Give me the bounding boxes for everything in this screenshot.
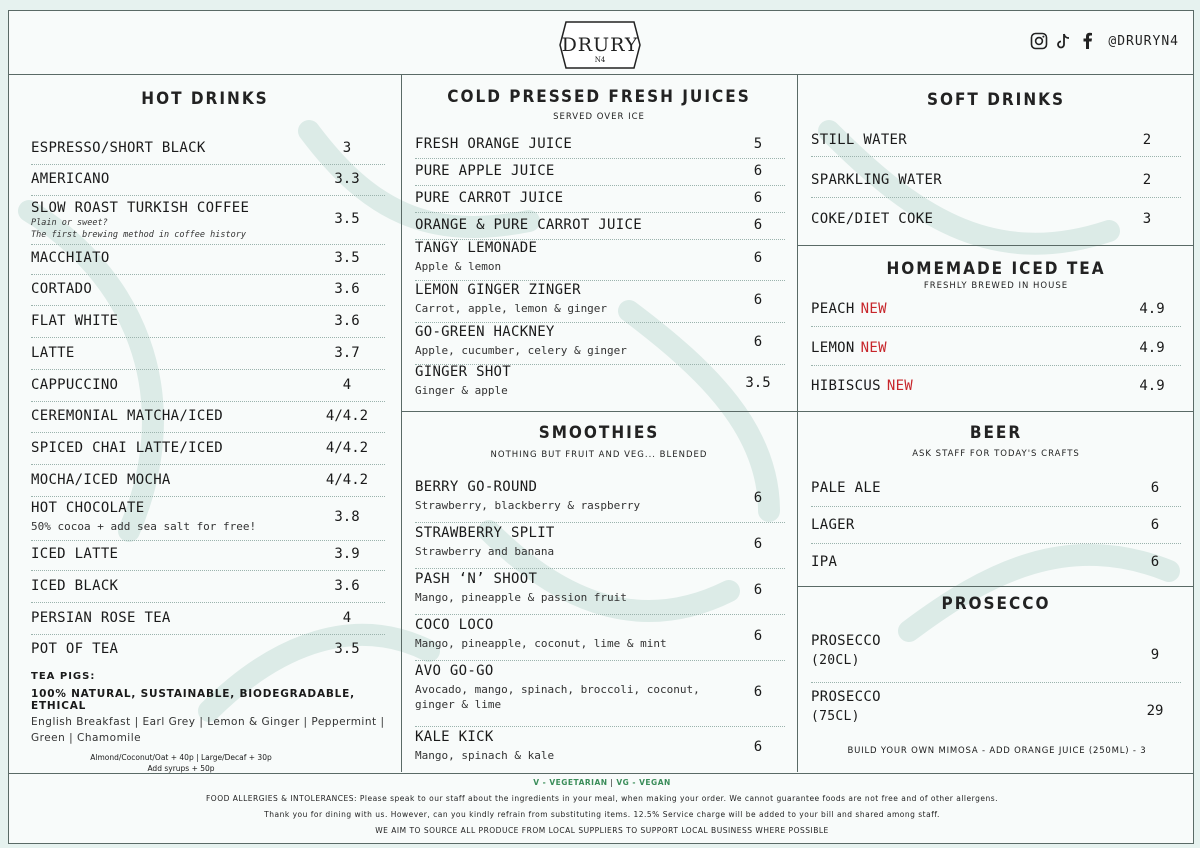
item-price: 3.6 [334,578,360,594]
item-note: Plain or sweet? [31,218,108,228]
item-description: Apple, cucumber, celery & ginger [415,344,627,357]
item-name: GO-GREEN HACKNEY [415,324,555,340]
hot-drinks-title: HOT DRINKS [141,89,269,109]
item-price: 4.9 [1139,301,1165,317]
item-price: 6 [753,163,763,179]
item-price: 6 [753,250,763,266]
header [9,11,1194,75]
item-description: Carrot, apple, lemon & ginger [415,302,608,315]
item-description: Mango, pineapple, coconut, lime & mint [415,637,667,650]
menu-item-row [31,605,385,635]
milk-options: Almond/Coconut/Oat + 40p | Large/Decaf + 30p [90,753,272,762]
item-name: BERRY GO-ROUND [415,479,538,495]
legend-separator: | [607,778,617,787]
item-name: LAGER [811,517,855,533]
section-divider [797,586,1194,587]
vegan-legend: VG - VEGAN [616,778,671,787]
menu-item-row [811,295,1181,327]
menu-item-row [31,340,385,370]
item-price: 3.5 [745,375,771,391]
item-description: Mango, pineapple & passion fruit [415,591,627,604]
menu-item-row [415,477,785,523]
item-description-2: ginger & lime [415,698,502,711]
menu-item-row [415,363,785,407]
item-name: LATTE [31,345,75,361]
iced-tea-subtitle: FRESHLY BREWED IN HOUSE [923,281,1069,291]
item-name-text: LEMON [811,340,855,356]
item-price: 3.5 [334,211,360,227]
menu-item-row [811,510,1181,544]
item-description: Ginger & apple [415,384,508,397]
menu-item-row [811,127,1181,157]
menu-item-row [811,631,1181,683]
menu-item-row [415,569,785,615]
new-badge: NEW [886,378,914,394]
item-name: LEMON GINGER ZINGER [415,282,581,298]
item-name: PURE APPLE JUICE [415,163,555,179]
item-price: 3 [342,140,352,156]
item-description: Avocado, mango, spinach, broccoli, coconut, [415,683,700,696]
logo-sub: N4 [594,56,606,64]
item-name: PALE ALE [811,480,881,496]
mimosa-note: BUILD YOUR OWN MIMOSA - ADD ORANGE JUICE (250ML) - 3 [847,746,1147,756]
beer-subtitle: ASK STAFF FOR TODAY'S CRAFTS [912,449,1080,459]
beer-title: BEER [969,423,1023,443]
item-name: HOT CHOCOLATE [31,500,145,516]
item-price: 6 [753,684,763,700]
social-handle[interactable]: @DRURYN4 [1108,33,1179,49]
item-price: 3.5 [334,641,360,657]
item-price: 4/4.2 [325,440,369,456]
item-name: MACCHIATO [31,250,110,266]
menu-item-row [415,661,785,727]
item-name: CEREMONIAL MATCHA/ICED [31,408,224,424]
item-price: 3.6 [334,281,360,297]
menu-item-row [811,372,1181,404]
item-price: 4/4.2 [325,408,369,424]
iced-tea-title: HOMEMADE ICED TEA [886,259,1106,279]
item-price: 6 [753,628,763,644]
item-name: STRAWBERRY SPLIT [415,525,555,541]
item-name: POT OF TEA [31,641,119,657]
item-name [811,340,887,356]
item-name: COKE/DIET COKE [811,211,934,227]
item-name: SPICED CHAI LATTE/ICED [31,440,224,456]
item-description: Strawberry, blackberry & raspberry [415,499,641,512]
item-name: CAPPUCCINO [31,377,119,393]
item-name: PERSIAN ROSE TEA [31,610,171,626]
menu-sheet [8,10,1194,844]
item-price: 6 [1150,480,1160,496]
item-price: 29 [1146,703,1164,719]
juices-subtitle: SERVED OVER ICE [553,112,645,122]
item-name: ICED BLACK [31,578,119,594]
item-name: KALE KICK [415,729,494,745]
item-name: IPA [811,554,838,570]
item-price: 4/4.2 [325,472,369,488]
item-price: 6 [753,190,763,206]
item-name-text: PEACH [811,301,855,317]
menu-item-row [415,133,785,159]
item-name: ORANGE & PURE CARROT JUICE [415,217,642,233]
logo-name: DRURY [561,34,639,56]
item-name: AVO GO-GO [415,663,494,679]
item-name: GINGER SHOT [415,364,512,380]
menu-item-row [31,245,385,275]
facebook-icon[interactable] [1078,32,1096,50]
item-description: Mango, spinach & kale [415,749,555,762]
menu-item-row [811,473,1181,507]
item-price: 6 [753,536,763,552]
item-price: 5 [753,136,763,152]
menu-item-row [811,687,1181,739]
item-price: 6 [753,292,763,308]
new-badge: NEW [860,340,887,356]
menu-item-row [31,197,385,245]
smoothies-subtitle: NOTHING BUT FRUIT AND VEG... BLENDED [490,450,708,460]
item-price: 6 [753,739,763,755]
item-description: Apple & lemon [415,260,502,273]
item-name: FRESH ORANGE JUICE [415,136,573,152]
item-name: ICED LATTE [31,546,119,562]
item-name: FLAT WHITE [31,313,119,329]
menu-item-row [415,523,785,569]
vegetarian-legend: V - VEGETARIAN [533,778,608,787]
item-name-text: HIBISCUS [811,378,881,394]
tea-pigs-title: TEA PIGS: [31,671,96,682]
item-price: 3.9 [334,546,360,562]
item-name: AMERICANO [31,171,110,187]
item-size: (75CL) [811,709,860,724]
tea-pigs-list-1: English Breakfast | Earl Grey | Lemon & Ginger | Peppermint | [31,716,385,728]
smoothies-title: SMOOTHIES [538,423,660,443]
menu-item-row [31,135,385,165]
item-name: MOCHA/ICED MOCHA [31,472,171,488]
item-name: PURE CARROT JUICE [415,190,564,206]
item-name: PROSECCO [811,633,881,649]
item-name: STILL WATER [811,132,908,148]
tiktok-icon[interactable] [1054,32,1072,50]
soft-drinks-title: SOFT DRINKS [926,90,1066,110]
item-price: 4.9 [1139,340,1165,356]
menu-item-row [415,323,785,365]
item-name: TANGY LEMONADE [415,240,538,256]
juices-title: COLD PRESSED FRESH JUICES [447,87,751,107]
section-divider [401,411,797,412]
menu-item-row [31,166,385,196]
instagram-icon[interactable] [1030,32,1048,50]
item-price: 2 [1142,132,1152,148]
item-description-2: The first brewing method in coffee history [31,230,246,240]
syrup-options: Add syrups + 50p [147,764,215,773]
section-divider [797,411,1194,412]
item-price: 6 [753,217,763,233]
item-description: Strawberry and banana [415,545,555,558]
service-charge-notice: Thank you for dining with us. However, can you kindly refrain from substituting items. 12.5% Service charge will be added to your bill and shared among staff. [264,810,940,819]
menu-item-row [415,281,785,323]
item-price: 9 [1150,647,1160,663]
item-name: SPARKLING WATER [811,172,942,188]
item-price: 3 [1142,211,1152,227]
menu-item-row [811,547,1181,581]
menu-item-row [31,403,385,433]
diet-legend [9,778,1194,787]
menu-item-row [415,160,785,186]
menu-item-row [31,372,385,402]
item-price: 3.5 [334,250,360,266]
item-price: 4.9 [1139,378,1165,394]
menu-item-row [811,334,1181,366]
menu-item-row [31,573,385,603]
new-badge: NEW [860,301,887,317]
item-description: 50% cocoa + add sea salt for free! [31,520,257,533]
item-price: 3.7 [334,345,360,361]
item-price: 6 [753,490,763,506]
menu-item-row [31,435,385,465]
item-price: 6 [1150,517,1160,533]
social-links [1030,32,1179,50]
menu-item-row [31,497,385,541]
item-name: PASH ‘N’ SHOOT [415,571,538,587]
tea-pigs-tagline: 100% NATURAL, SUSTAINABLE, BIODEGRADABLE, ETHICAL [31,688,355,712]
item-price: 3.8 [334,509,360,525]
menu-item-row [415,615,785,661]
item-name: SLOW ROAST TURKISH COFFEE [31,200,250,216]
item-price: 2 [1142,172,1152,188]
tea-pigs-list-2: Green | Chamomile [31,732,142,744]
menu-item-row [31,276,385,306]
tea-pigs-block [31,671,391,774]
menu-item-row [811,166,1181,198]
menu-item-row [31,541,385,571]
menu-item-row [31,467,385,497]
item-price: 6 [753,334,763,350]
item-name [811,301,887,317]
item-price: 6 [753,582,763,598]
menu-item-row [31,308,385,338]
item-name: PROSECCO [811,689,881,705]
menu-item-row [415,727,785,771]
menu-item-row [31,636,385,666]
section-divider [797,245,1194,246]
drury-logo [558,20,642,70]
item-name: CORTADO [31,281,93,297]
menu-item-row [415,214,785,240]
item-name: ESPRESSO/SHORT BLACK [31,140,206,156]
local-sourcing-notice: WE AIM TO SOURCE ALL PRODUCE FROM LOCAL SUPPLIERS TO SUPPORT LOCAL BUSINESS WHERE POSSIBLE [375,826,829,835]
footer [9,773,1194,844]
allergy-notice: FOOD ALLERGIES & INTOLERANCES: Please speak to our staff about the ingredients in your meal, when making your order. We cannot guarantee foods are not free and of other allergens. [205,794,998,803]
item-price: 3.3 [334,171,360,187]
menu-item-row [415,187,785,213]
menu-item-row [415,239,785,281]
menu-item-row [811,205,1181,237]
item-name: COCO LOCO [415,617,494,633]
item-price: 3.6 [334,313,360,329]
item-price: 4 [342,377,352,393]
item-name [811,378,913,394]
prosecco-title: PROSECCO [941,594,1051,614]
item-price: 4 [342,610,352,626]
item-size: (20CL) [811,653,860,668]
item-price: 6 [1150,554,1160,570]
